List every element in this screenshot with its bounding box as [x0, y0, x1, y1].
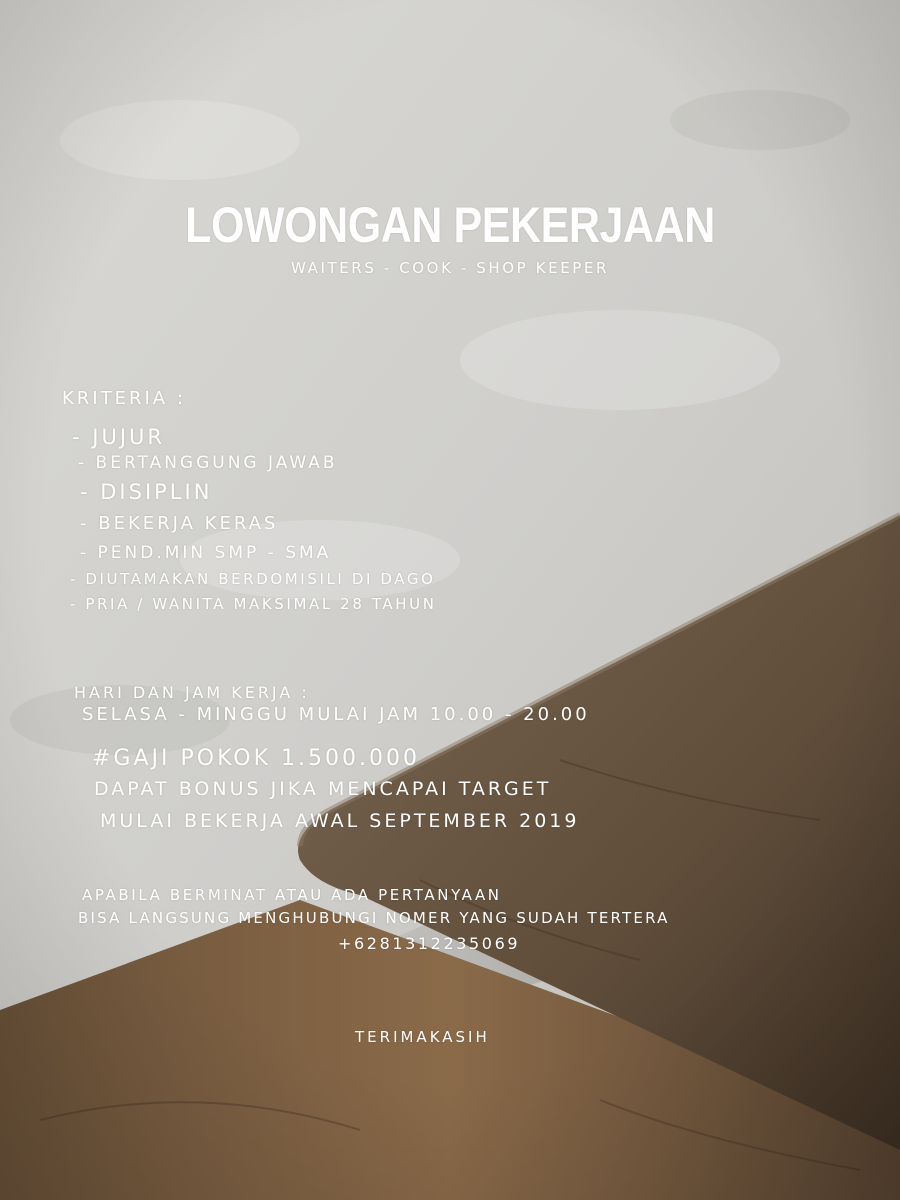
thanks-text: TERIMAKASIH — [355, 1028, 490, 1046]
criteria-item: - PRIA / WANITA MAKSIMAL 28 TAHUN — [70, 595, 437, 613]
schedule-text: SELASA - MINGGU MULAI JAM 10.00 - 20.00 — [82, 704, 590, 725]
start-date-text: MULAI BEKERJA AWAL SEPTEMBER 2019 — [100, 810, 580, 832]
salary-text: #GAJI POKOK 1.500.000 — [92, 746, 421, 771]
criteria-item: - DISIPLIN — [80, 480, 213, 504]
bonus-text: DAPAT BONUS JIKA MENCAPAI TARGET — [94, 778, 552, 800]
phone-number: +6281312235069 — [338, 934, 521, 953]
poster-subtitle: WAITERS - COOK - SHOP KEEPER — [290, 259, 610, 277]
poster-title: LOWONGAN PEKERJAAN — [185, 197, 715, 253]
contact-line-2: BISA LANGSUNG MENGHUBUNGI NOMER YANG SUDAH TERTERA — [78, 909, 670, 927]
criteria-item: - DIUTAMAKAN BERDOMISILI DI DAGO — [70, 570, 436, 588]
contact-line-1: APABILA BERMINAT ATAU ADA PERTANYAAN — [82, 886, 502, 904]
criteria-heading: KRITERIA : — [62, 388, 186, 409]
criteria-item: - PEND.MIN SMP - SMA — [80, 543, 332, 563]
criteria-item: - JUJUR — [72, 425, 165, 449]
criteria-item: - BEKERJA KERAS — [80, 513, 279, 534]
criteria-item: - BERTANGGUNG JAWAB — [78, 453, 338, 473]
schedule-heading: HARI DAN JAM KERJA : — [74, 683, 310, 702]
